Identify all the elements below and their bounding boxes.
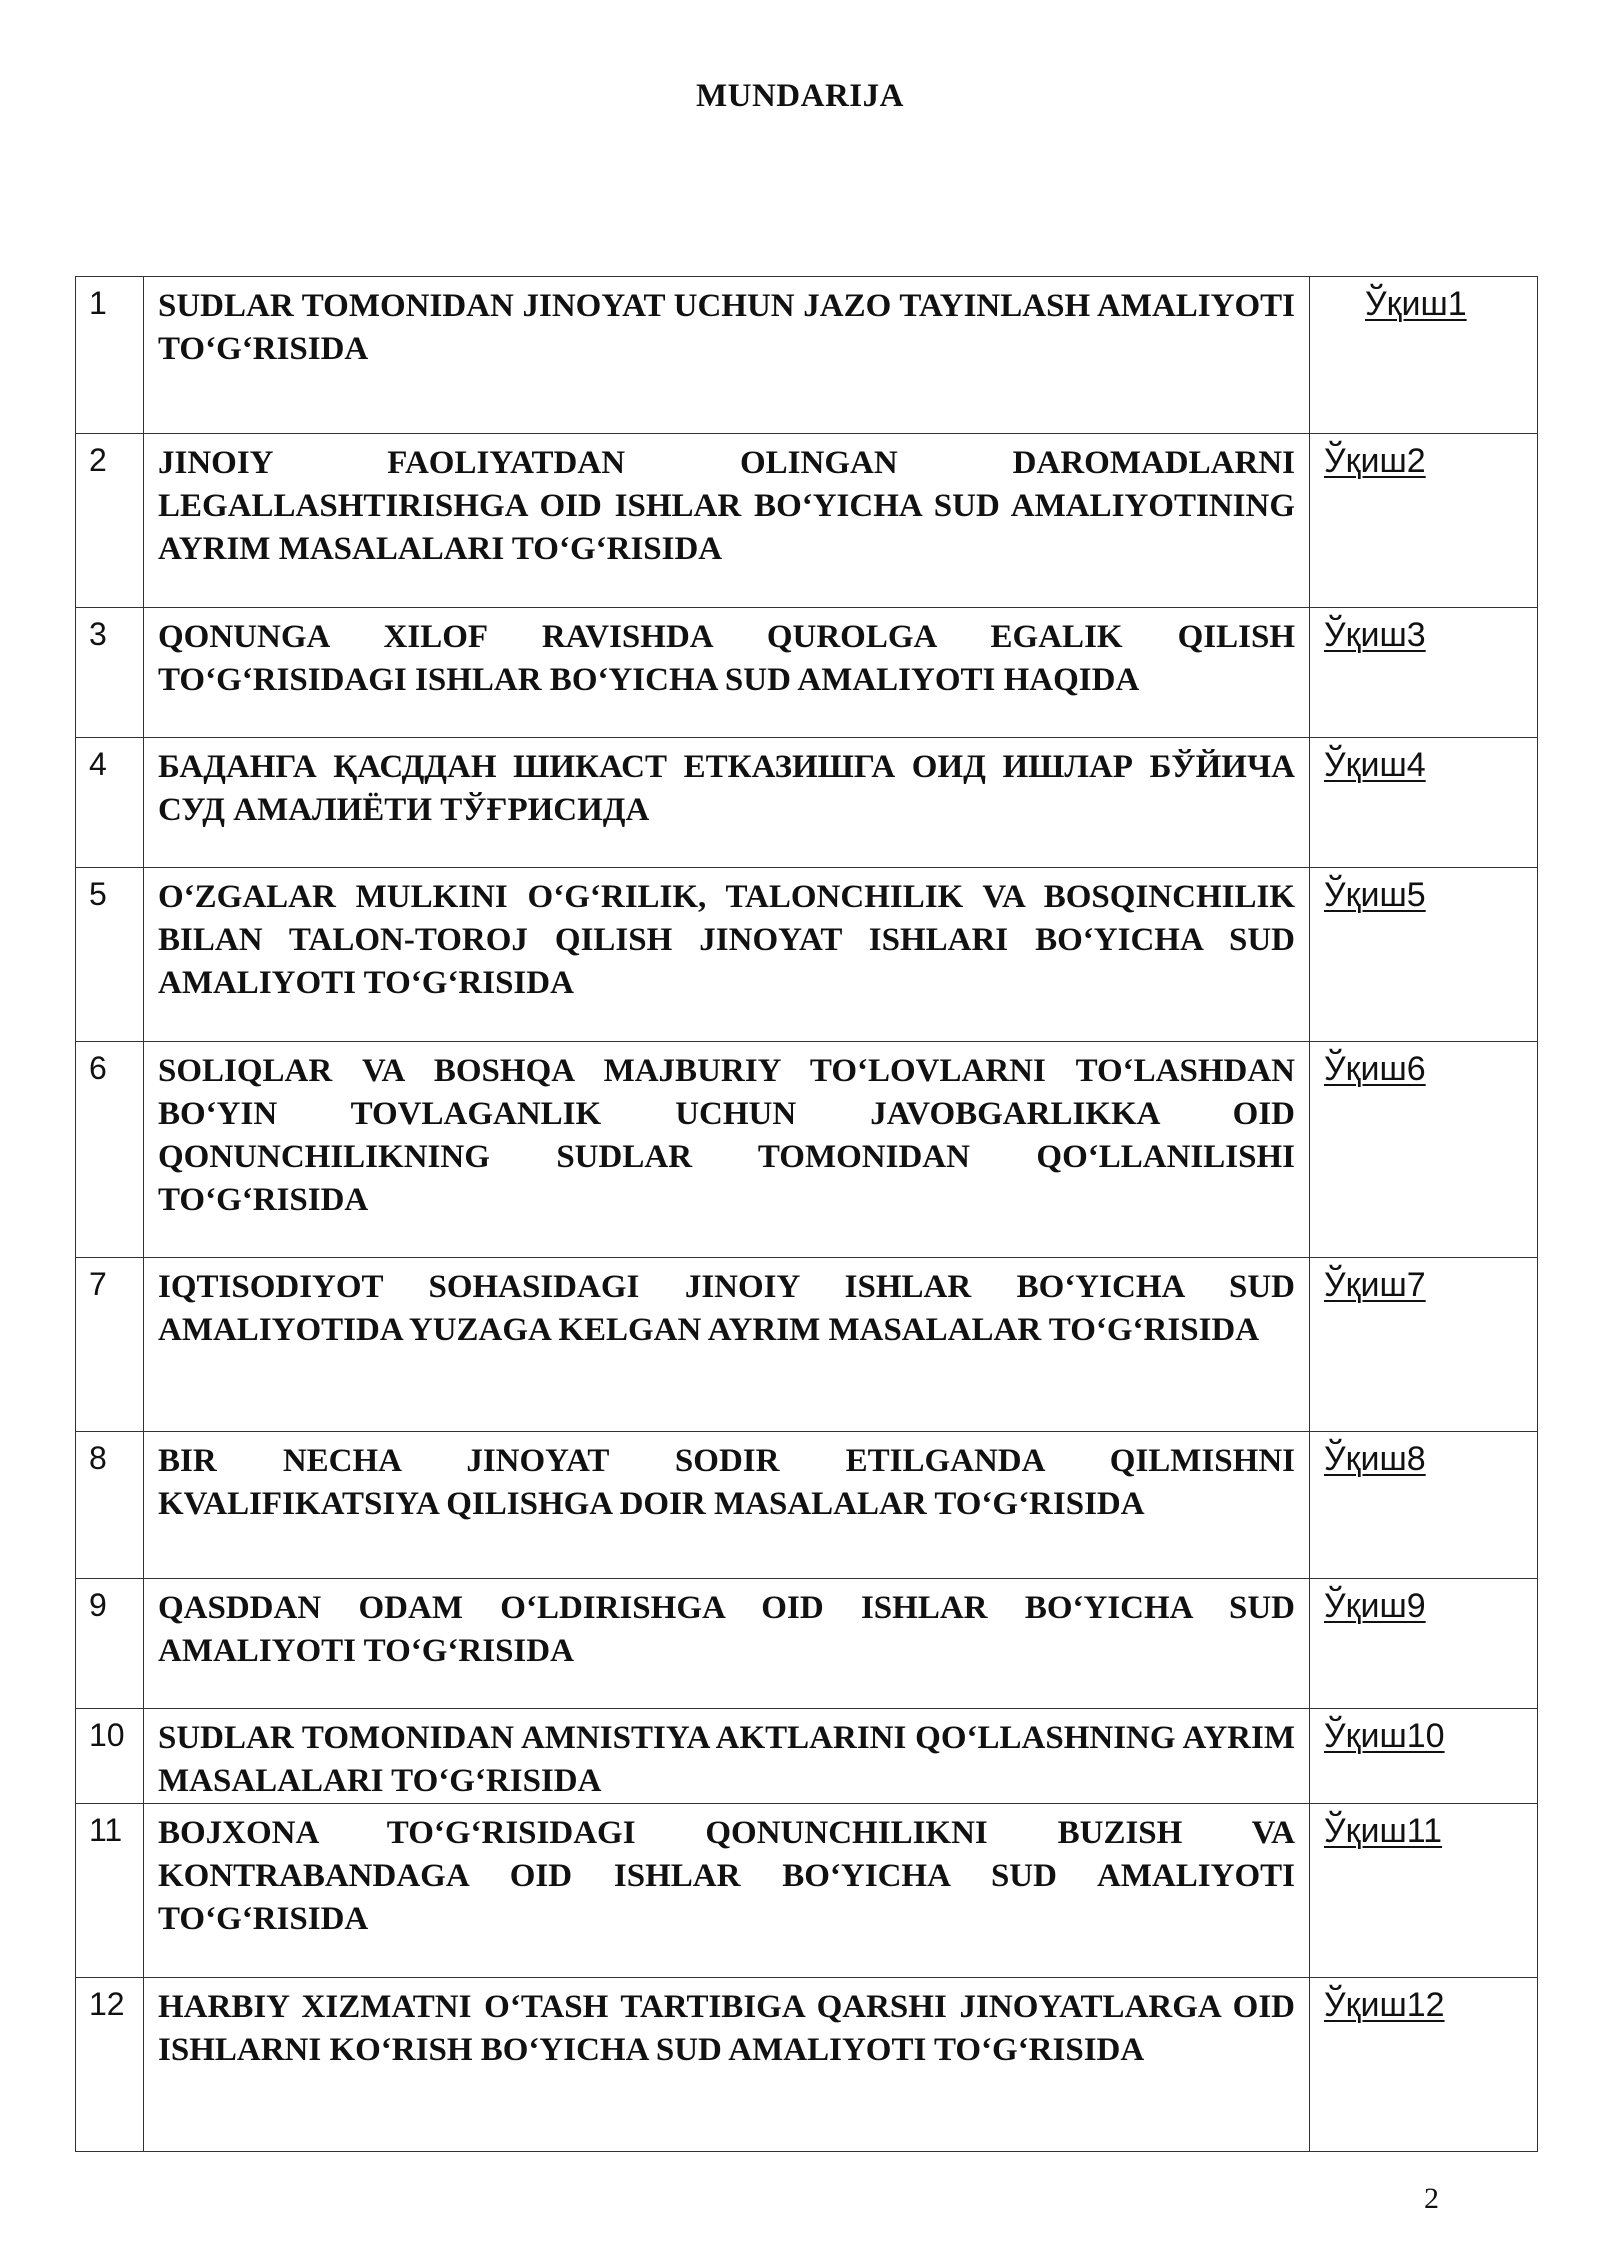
read-link-11[interactable]: Ўқиш11 — [1324, 1812, 1443, 1850]
entry-number: 12 — [76, 1978, 144, 2152]
entry-title: БАДАНГА ҚАСДДАН ШИКАСТ ЕТКАЗИШГА ОИД ИШЛАР БЎЙИЧА СУД АМАЛИЁТИ ТЎҒРИСИДА — [144, 738, 1310, 868]
entry-link-cell — [1310, 1432, 1538, 1579]
entry-number: 6 — [76, 1042, 144, 1258]
entry-number: 4 — [76, 738, 144, 868]
table-row — [76, 608, 1538, 738]
entry-number: 7 — [76, 1258, 144, 1432]
entry-link-cell — [1310, 1579, 1538, 1709]
entry-link-cell — [1310, 1978, 1538, 2152]
table-of-contents — [75, 276, 1538, 2152]
read-link-12[interactable]: Ўқиш12 — [1324, 1986, 1445, 2024]
page-number: 2 — [1424, 2182, 1439, 2215]
read-link-5[interactable]: Ўқиш5 — [1324, 876, 1426, 914]
entry-number: 9 — [76, 1579, 144, 1709]
read-link-4[interactable]: Ўқиш4 — [1324, 746, 1426, 784]
entry-title: O‘ZGALAR MULKINI O‘G‘RILIK, TALONCHILIK VA BOSQINCHILIK BILAN TALON-TOROJ QILISH JINOYAT ISHLARI BO‘YICHA SUD AMALIYOTI TO‘G‘RISIDA — [144, 868, 1310, 1042]
read-link-8[interactable]: Ўқиш8 — [1324, 1440, 1426, 1478]
read-link-10[interactable]: Ўқиш10 — [1324, 1717, 1445, 1755]
entry-title: BOJXONA TO‘G‘RISIDAGI QONUNCHILIKNI BUZISH VA KONTRABANDAGA OID ISHLAR BO‘YICHA SUD AMALIYOTI TO‘G‘RISIDA — [144, 1804, 1310, 1978]
table-row — [76, 1432, 1538, 1579]
entry-number: 5 — [76, 868, 144, 1042]
table-row — [76, 1709, 1538, 1804]
entry-number: 1 — [76, 277, 144, 434]
entry-link-cell — [1310, 738, 1538, 868]
read-link-7[interactable]: Ўқиш7 — [1324, 1266, 1426, 1304]
entry-number: 2 — [76, 434, 144, 608]
entry-title: QASDDAN ODAM O‘LDIRISHGA OID ISHLAR BO‘YICHA SUD AMALIYOTI TO‘G‘RISIDA — [144, 1579, 1310, 1709]
table-row — [76, 868, 1538, 1042]
entry-link-cell — [1310, 1804, 1538, 1978]
table-row — [76, 1978, 1538, 2152]
read-link-1[interactable]: Ўқиш1 — [1365, 285, 1467, 323]
read-link-9[interactable]: Ўқиш9 — [1324, 1587, 1426, 1625]
table-row — [76, 434, 1538, 608]
entry-number: 3 — [76, 608, 144, 738]
table-row — [76, 738, 1538, 868]
entry-title: SUDLAR TOMONIDAN AMNISTIYA AKTLARINI QO‘LLASHNING AYRIM MASALALARI TO‘G‘RISIDA — [144, 1709, 1310, 1804]
entry-title: BIR NECHA JINOYAT SODIR ETILGANDA QILMISHNI KVALIFIKATSIYA QILISHGA DOIR MASALALAR TO‘G‘RISIDA — [144, 1432, 1310, 1579]
entry-number: 11 — [76, 1804, 144, 1978]
entry-title: JINOIY FAOLIYATDAN OLINGAN DAROMADLARNI LEGALLASHTIRISHGA OID ISHLAR BO‘YICHA SUD AMALIYOTINING AYRIM MASALALARI TO‘G‘RISIDA — [144, 434, 1310, 608]
table-row — [76, 1042, 1538, 1258]
table-row — [76, 1258, 1538, 1432]
read-link-3[interactable]: Ўқиш3 — [1324, 616, 1426, 654]
entry-number: 10 — [76, 1709, 144, 1804]
read-link-6[interactable]: Ўқиш6 — [1324, 1050, 1426, 1088]
entry-link-cell — [1310, 868, 1538, 1042]
toc-body — [76, 277, 1538, 2152]
entry-number: 8 — [76, 1432, 144, 1579]
entry-title: SOLIQLAR VA BOSHQA MAJBURIY TO‘LOVLARNI TO‘LASHDAN BO‘YIN TOVLAGANLIK UCHUN JAVOBGARLIKKA OID QONUNCHILIKNING SUDLAR TOMONIDAN QO‘LLANILISHI TO‘G‘RISIDA — [144, 1042, 1310, 1258]
table-row — [76, 1579, 1538, 1709]
read-link-2[interactable]: Ўқиш2 — [1324, 442, 1426, 480]
entry-link-cell — [1310, 434, 1538, 608]
entry-link-cell — [1310, 1042, 1538, 1258]
entry-title: SUDLAR TOMONIDAN JINOYAT UCHUN JAZO TAYINLASH AMALIYOTI TO‘G‘RISIDA — [144, 277, 1310, 434]
entry-title: IQTISODIYOT SOHASIDAGI JINOIY ISHLAR BO‘YICHA SUD AMALIYOTIDA YUZAGA KELGAN AYRIM MASALALAR TO‘G‘RISIDA — [144, 1258, 1310, 1432]
entry-link-cell — [1310, 608, 1538, 738]
entry-link-cell — [1310, 1258, 1538, 1432]
entry-link-cell — [1310, 277, 1538, 434]
entry-title: HARBIY XIZMATNI O‘TASH TARTIBIGA QARSHI JINOYATLARGA OID ISHLARNI KO‘RISH BO‘YICHA SUD AMALIYOTI TO‘G‘RISIDA — [144, 1978, 1310, 2152]
page-title: MUNDARIJA — [696, 78, 904, 114]
table-row — [76, 1804, 1538, 1978]
entry-title: QONUNGA XILOF RAVISHDA QUROLGA EGALIK QILISH TO‘G‘RISIDAGI ISHLAR BO‘YICHA SUD AMALIYOTI HAQIDA — [144, 608, 1310, 738]
entry-link-cell — [1310, 1709, 1538, 1804]
table-row — [76, 277, 1538, 434]
